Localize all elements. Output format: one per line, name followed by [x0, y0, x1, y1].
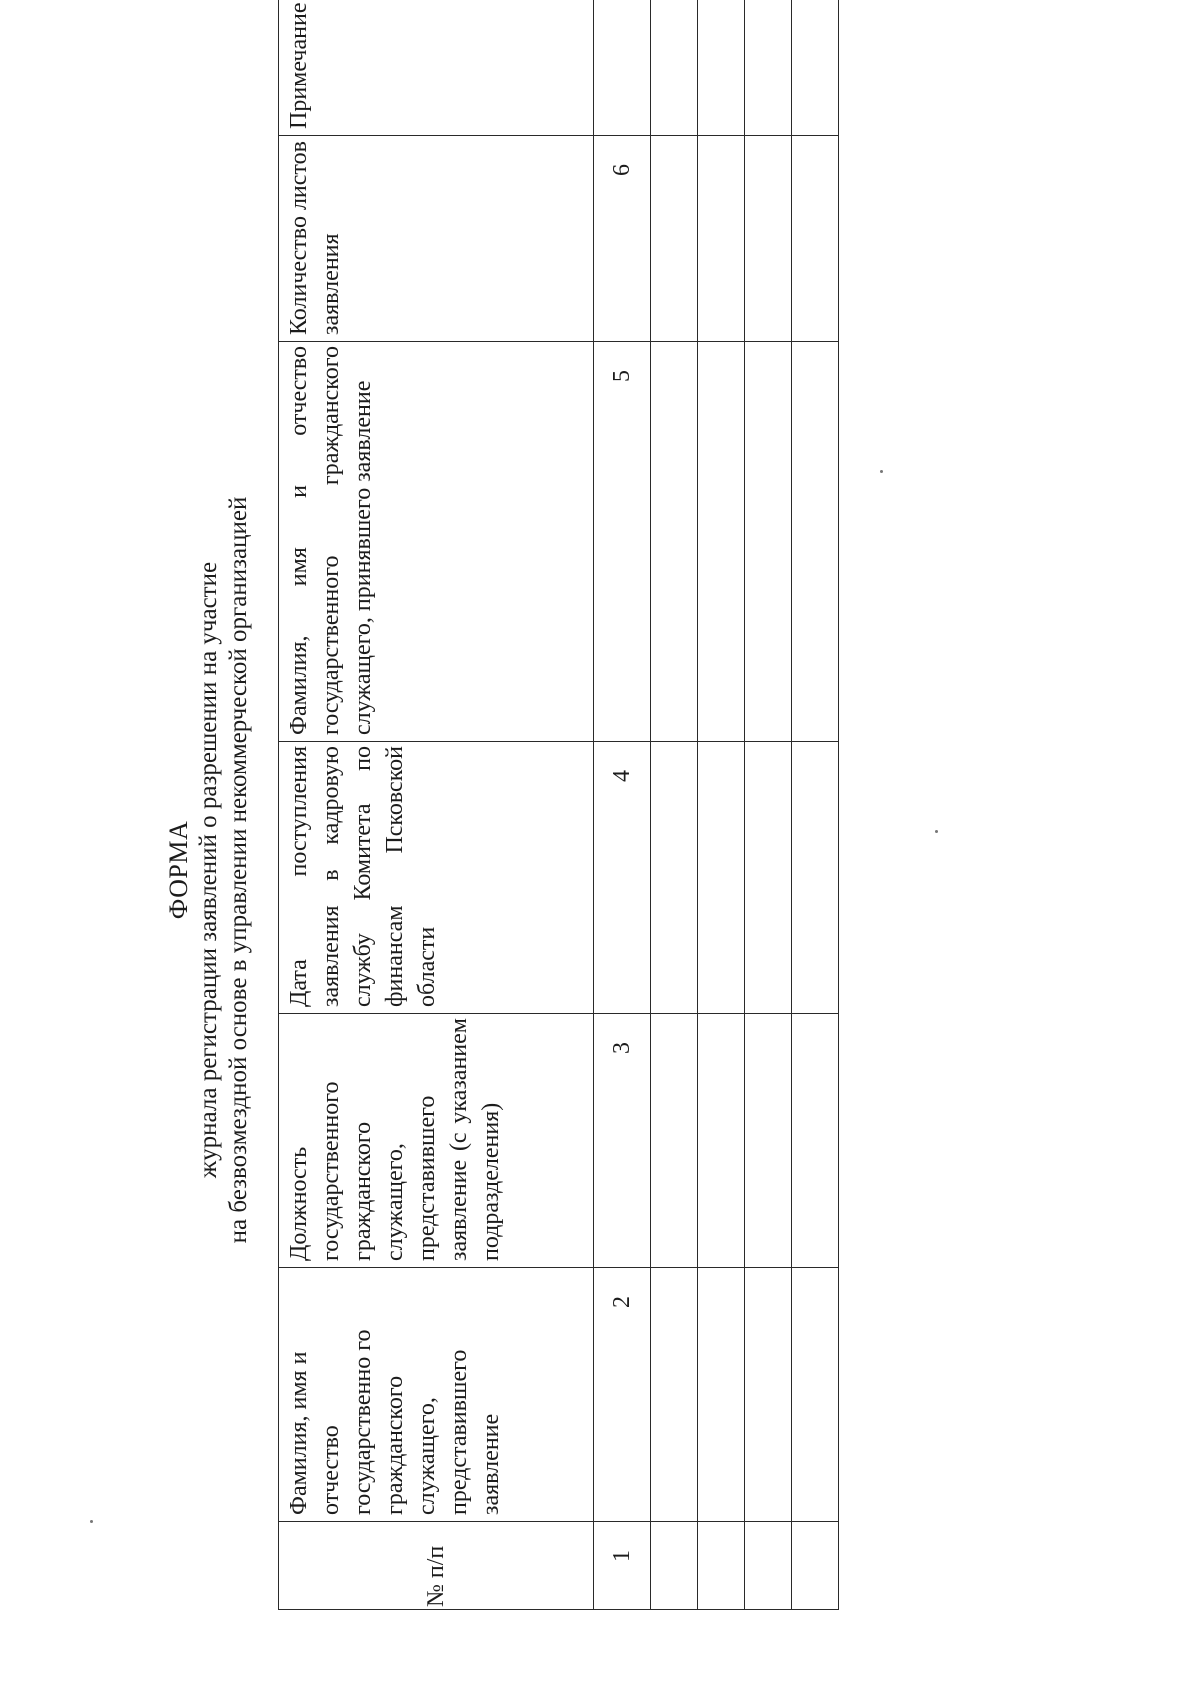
document-subtitle-line1: журнала регистрации заявлений о разрешении на участие: [195, 561, 222, 1179]
table-cell: [651, 342, 698, 742]
table-row: [698, 0, 745, 1610]
scan-speck: [880, 470, 883, 473]
scan-speck: [935, 830, 938, 833]
table-cell: [698, 742, 745, 1014]
document-subtitle-line2: на безвозмездной основе в управлении некоммерческой организацией: [225, 496, 252, 1244]
column-number: 6: [594, 136, 651, 342]
table-cell: [698, 136, 745, 342]
table-cell: [651, 742, 698, 1014]
column-number-row: [594, 0, 651, 1610]
scan-speck: [90, 1520, 93, 1523]
table-cell: [745, 342, 792, 742]
table-cell: [651, 1014, 698, 1268]
table-cell: [792, 1268, 839, 1522]
header-cell-receipt-date: Дата поступления заявления в кадровую службу Комитета по финансам Псковской области: [279, 742, 594, 1014]
table-cell: [698, 1268, 745, 1522]
table-cell: [792, 742, 839, 1014]
column-number: 3: [594, 1014, 651, 1268]
table-cell: [792, 1014, 839, 1268]
document-heading: [164, 120, 254, 1620]
table-cell: [745, 0, 792, 136]
column-number: 1: [594, 1522, 651, 1610]
table-cell: [745, 1014, 792, 1268]
table-cell: [745, 742, 792, 1014]
rotated-page: [140, 2, 840, 1620]
table-cell: [698, 0, 745, 136]
column-number: [594, 0, 651, 136]
header-cell-sheet-count: Количество листов заявления: [279, 136, 594, 342]
table-cell: [792, 1522, 839, 1610]
table-row: [651, 0, 698, 1610]
registration-journal-table: [278, 0, 839, 1610]
table-cell: [651, 0, 698, 136]
header-cell-receiver-name: Фамилия, имя и отчество государственного гражданского служащего, принявшего заявление: [279, 342, 594, 742]
table-cell: [651, 1522, 698, 1610]
table-cell: [792, 136, 839, 342]
column-number: 5: [594, 342, 651, 742]
header-cell-applicant-name: Фамилия, имя и отчество государственно го гражданского служащего, представившего заявление: [279, 1268, 594, 1522]
table-cell: [745, 136, 792, 342]
table-cell: [698, 1522, 745, 1610]
header-cell-number: № п/п: [279, 1522, 594, 1610]
table-cell: [698, 1014, 745, 1268]
table-cell: [745, 1522, 792, 1610]
document-title: ФОРМА: [164, 820, 193, 920]
table-cell: [651, 136, 698, 342]
table-row: [792, 0, 839, 1610]
column-number: 2: [594, 1268, 651, 1522]
table-cell: [792, 0, 839, 136]
header-cell-applicant-position: Должность государственного гражданского служащего, представившего заявление (с указанием подразделения): [279, 1014, 594, 1268]
column-number: 4: [594, 742, 651, 1014]
table-cell: [792, 342, 839, 742]
table-cell: [745, 1268, 792, 1522]
table-cell: [698, 342, 745, 742]
table-header-row: [279, 0, 594, 1610]
header-cell-note: Примечание: [279, 0, 594, 136]
table-row: [745, 0, 792, 1610]
table-cell: [651, 1268, 698, 1522]
